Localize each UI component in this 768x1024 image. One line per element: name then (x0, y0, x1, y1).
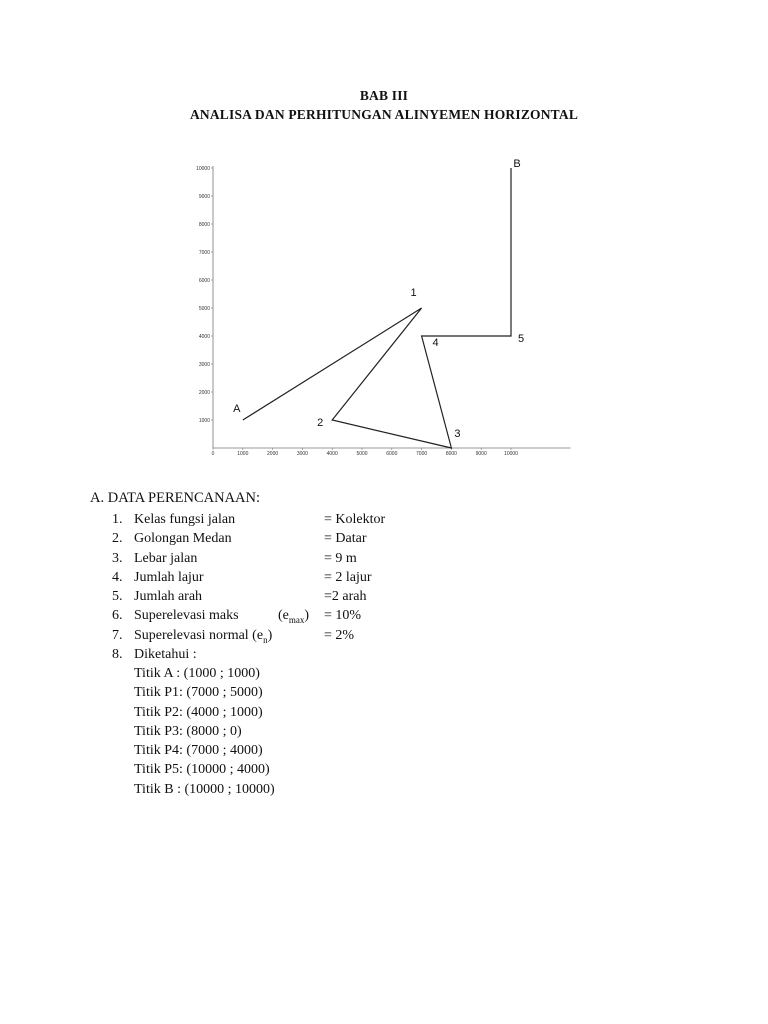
coordinate-item: Titik A : (1000 ; 1000) (134, 666, 260, 681)
section-heading: A. DATA PERENCANAAN: (90, 490, 261, 506)
coordinate-item: Titik P3: (8000 ; 0) (134, 723, 242, 739)
item-value: = 9 m (324, 550, 357, 566)
item-number: 1. (112, 512, 123, 527)
route-polyline (243, 168, 511, 448)
x-tick-label: 8000 (445, 451, 457, 457)
coordinate-item: Titik P5: (10000 ; 4000) (134, 762, 270, 778)
item-value: = 2 lajur (324, 569, 372, 585)
x-tick-label: 3000 (296, 451, 308, 457)
route-line (243, 168, 511, 448)
x-tick-label: 5000 (356, 451, 368, 457)
x-tick-label: 4000 (326, 451, 338, 457)
x-tick-label: 1000 (237, 451, 249, 457)
item-label: Jumlah lajur (134, 569, 204, 585)
point-label: 3 (454, 428, 461, 440)
x-tick-label: 2000 (267, 451, 279, 457)
chapter-heading: BAB III (359, 88, 409, 103)
y-tick-label: 9000 (198, 194, 210, 200)
coordinate-item: Titik B : (10000 ; 10000) (134, 781, 275, 797)
item-number: 8. (112, 647, 123, 663)
item-number: 6. (112, 608, 123, 624)
item-label: Jumlah arah (134, 589, 203, 605)
y-tick-label: 8000 (198, 222, 210, 228)
item-value: = 10% (324, 608, 362, 624)
y-tick-label: 10000 (196, 166, 210, 172)
item-number: 7. (112, 627, 123, 643)
item-label: Golongan Medan (134, 531, 232, 547)
x-tick-label: 7000 (416, 451, 428, 457)
item-label: Lebar jalan (134, 550, 198, 566)
item-number: 4. (112, 569, 123, 585)
chart-ticks (196, 166, 518, 457)
item-label: Superelevasi maks (134, 608, 239, 624)
y-tick-label: 6000 (198, 278, 210, 284)
x-tick-label: 9000 (475, 451, 487, 457)
coordinate-item: Titik P1: (7000 ; 5000) (134, 685, 263, 701)
y-tick-label: 7000 (198, 250, 210, 256)
item-number: 2. (112, 531, 123, 547)
point-label: 5 (517, 333, 525, 345)
alignment-chart (180, 150, 580, 460)
item-symbol: $(e_{max})$ (278, 608, 310, 626)
point-labels (233, 158, 524, 440)
item-label: Diketahui : (134, 647, 197, 663)
item-value: = 2% (324, 627, 355, 643)
point-label: B (513, 158, 521, 170)
point-label: 1 (410, 287, 417, 299)
coordinate-item: Titik P4: (7000 ; 4000) (134, 743, 263, 759)
x-tick-label: 0 (211, 451, 215, 457)
item-value: =2 arah (324, 589, 367, 605)
point-label: 4 (432, 337, 439, 349)
y-tick-label: 4000 (198, 334, 210, 340)
coordinate-list (134, 664, 275, 799)
item-number: 3. (112, 550, 123, 566)
item-label: Kelas fungsi jalan (134, 512, 236, 527)
coordinate-item: Titik P2: (4000 ; 1000) (134, 704, 263, 720)
item-value: = Kolektor (324, 512, 386, 527)
y-tick-label: 5000 (198, 306, 210, 312)
y-tick-label: 1000 (198, 418, 210, 424)
y-tick-label: 2000 (198, 390, 210, 396)
item-number: 5. (112, 589, 123, 605)
x-tick-label: 6000 (386, 451, 398, 457)
page-title: ANALISA DAN PERHITUNGAN ALINYEMEN HORIZONTAL (189, 107, 579, 122)
item-label: Superelevasi normal $(e_n)$ (134, 627, 273, 645)
x-tick-label: 10000 (504, 451, 518, 457)
y-tick-label: 3000 (198, 362, 210, 368)
point-label: 2 (317, 417, 324, 429)
item-value: = Datar (324, 531, 367, 547)
point-label: A (233, 403, 241, 415)
